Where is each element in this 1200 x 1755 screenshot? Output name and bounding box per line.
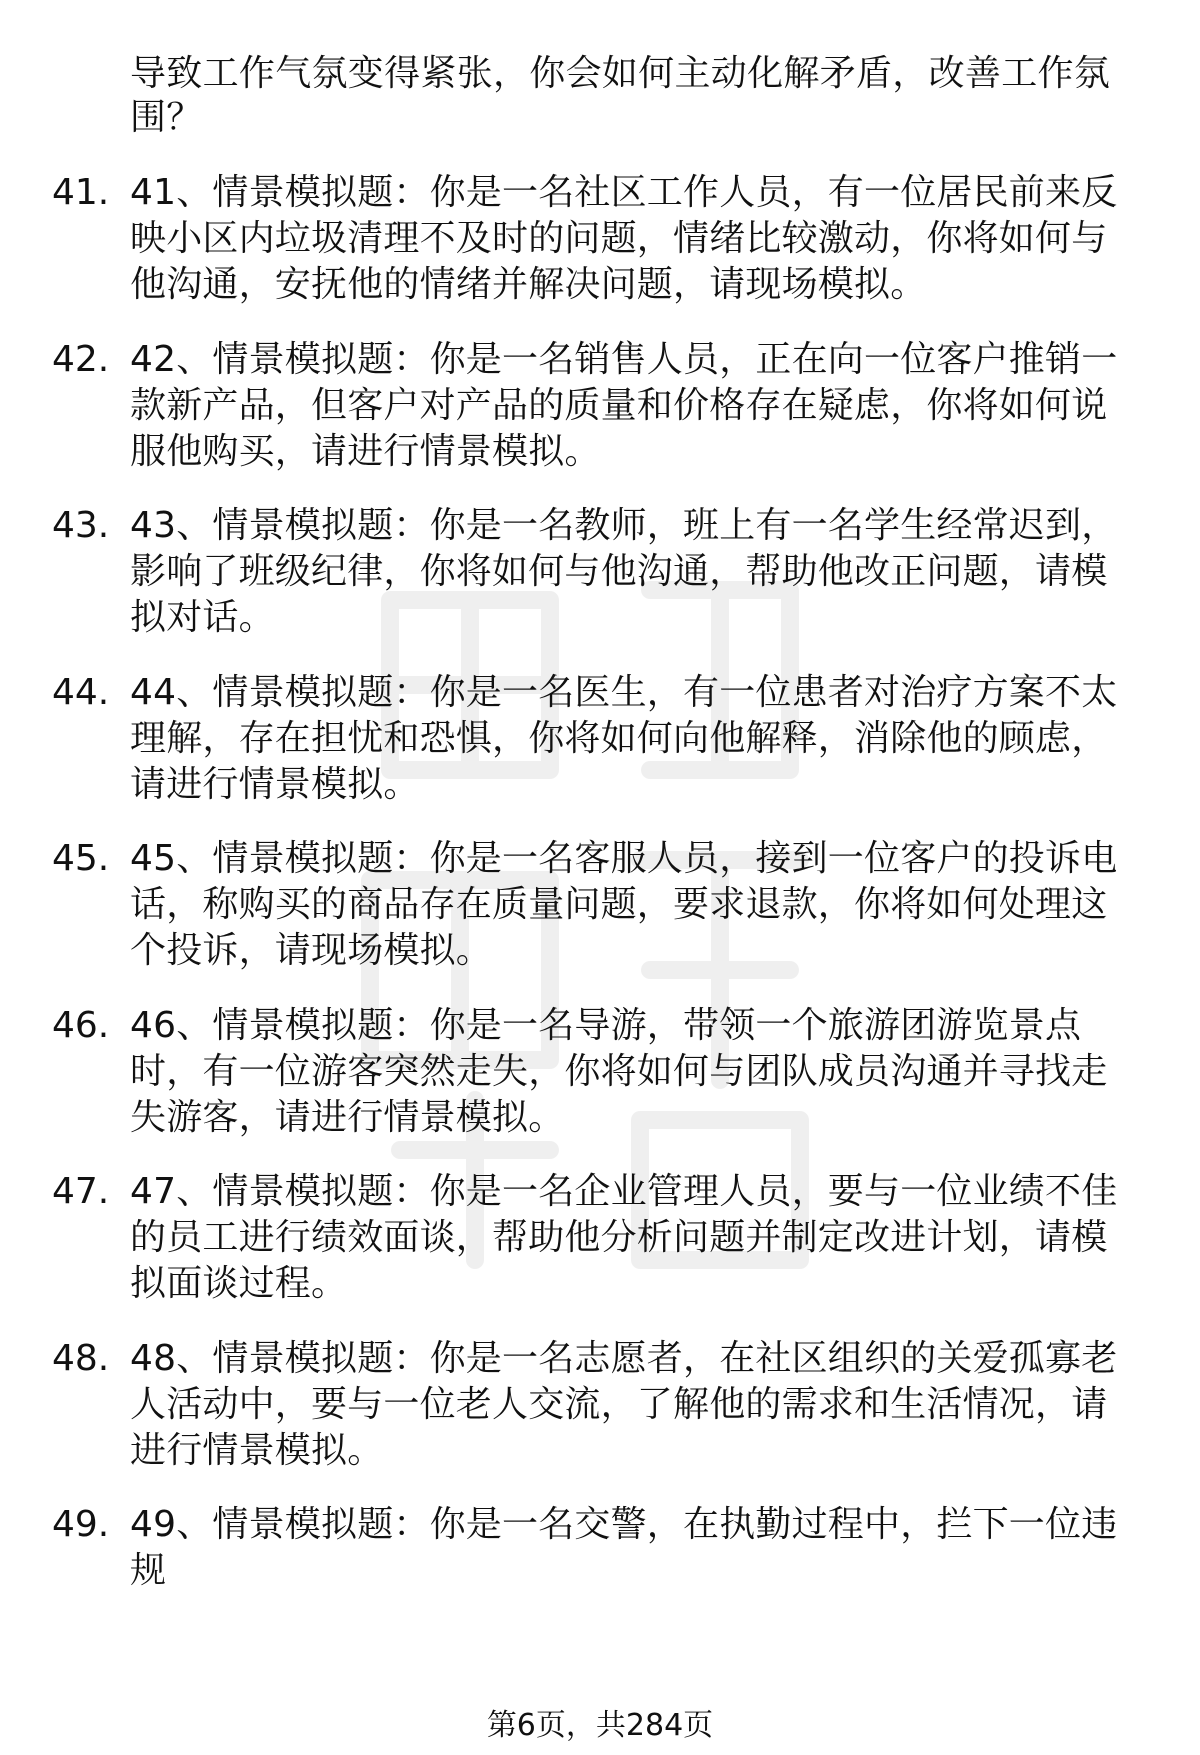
list-item xyxy=(52,1336,1152,1474)
item-text: 46、情景模拟题：你是一名导游，带领一个旅游团游览景点时，有一位游客突然走失，你将如何与团队成员沟通并寻找走失游客，请进行情景模拟。 xyxy=(130,1005,1108,1138)
item-text: 42、情景模拟题：你是一名销售人员，正在向一位客户推销一款新产品，但客户对产品的质量和价格存在疑虑，你将如何说服他购买，请进行情景模拟。 xyxy=(130,339,1118,472)
list-item xyxy=(52,1169,1152,1307)
intro-paragraph: 导致工作气氛变得紧张，你会如何主动化解矛盾，改善工作氛围？ xyxy=(130,53,1111,138)
item-number: 46. xyxy=(52,1005,110,1046)
list-item xyxy=(52,337,1152,475)
item-text: 49、情景模拟题：你是一名交警，在执勤过程中，拦下一位违规 xyxy=(130,1504,1118,1591)
item-number: 47. xyxy=(52,1171,110,1212)
item-number: 48. xyxy=(52,1338,110,1379)
item-number: 45. xyxy=(52,838,110,879)
item-text: 47、情景模拟题：你是一名企业管理人员，要与一位业绩不佳的员工进行绩效面谈，帮助他分析问题并制定改进计划，请模拟面谈过程。 xyxy=(130,1171,1118,1304)
list-item xyxy=(52,503,1152,641)
item-number: 43. xyxy=(52,505,110,546)
item-number: 49. xyxy=(52,1504,110,1545)
list-item xyxy=(52,170,1152,308)
item-text: 48、情景模拟题：你是一名志愿者，在社区组织的关爱孤寡老人活动中，要与一位老人交流，了解他的需求和生活情况，请进行情景模拟。 xyxy=(130,1338,1118,1471)
item-text: 41、情景模拟题：你是一名社区工作人员，有一位居民前来反映小区内垃圾清理不及时的问题，情绪比较激动，你将如何与他沟通，安抚他的情绪并解决问题，请现场模拟。 xyxy=(130,172,1118,305)
list-item xyxy=(52,836,1152,974)
item-text: 45、情景模拟题：你是一名客服人员，接到一位客户的投诉电话，称购买的商品存在质量问题，要求退款，你将如何处理这个投诉，请现场模拟。 xyxy=(130,838,1118,971)
list-item xyxy=(52,1003,1152,1141)
item-number: 42. xyxy=(52,339,110,380)
page-footer: 第6页，共284页 xyxy=(486,1708,714,1743)
item-number: 44. xyxy=(52,672,110,713)
list-item xyxy=(52,1502,1152,1594)
list-item xyxy=(52,670,1152,808)
item-text: 43、情景模拟题：你是一名教师，班上有一名学生经常迟到，影响了班级纪律，你将如何与他沟通，帮助他改正问题，请模拟对话。 xyxy=(130,505,1118,638)
item-text: 44、情景模拟题：你是一名医生，有一位患者对治疗方案不太理解，存在担忧和恐惧，你将如何向他解释，消除他的顾虑，请进行情景模拟。 xyxy=(130,672,1118,805)
item-number: 41. xyxy=(52,172,110,213)
